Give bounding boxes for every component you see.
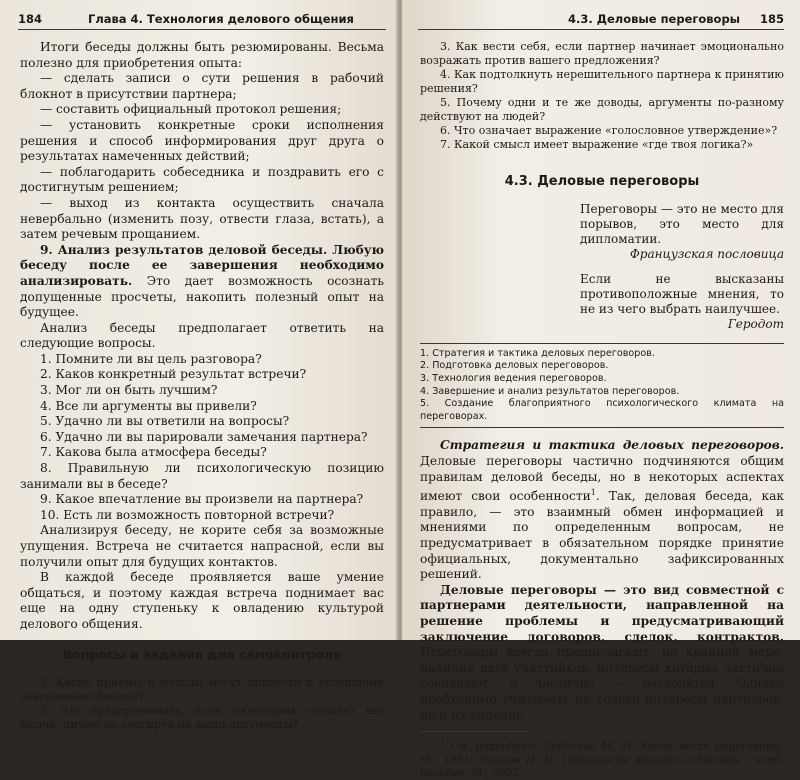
footnote-ref: 1 bbox=[590, 488, 596, 498]
topic-item: 5. Создание благоприятного психологического климата на переговорах. bbox=[420, 398, 784, 422]
right-running-head: 4.3. Деловые переговоры bbox=[568, 12, 741, 26]
question-item: 1. Помните ли вы цель разговора? bbox=[40, 351, 262, 366]
analyze-paragraph: Анализируя беседу, не корите себя за возможные упущения. Встреча не считается напрасной, если вы получили опыт для будущих контактов. bbox=[20, 523, 384, 569]
footnote-author: Леонов Н. И. bbox=[479, 753, 557, 766]
question-item: 4. Все ли аргументы вы привели? bbox=[40, 398, 257, 413]
control-question: 2. Что предпринимать, если собеседник слушает вас молча, ничем не реагируя на ваши аргументы? bbox=[20, 704, 384, 732]
question-item: 3. Мог ли он быть лучшим? bbox=[40, 383, 218, 398]
strategy-paragraph bbox=[420, 438, 784, 582]
each-paragraph: В каждой беседе проявляется ваше умение общаться, и поэтому каждая встреча поднимает вас еще на одну ступеньку к овладению культурой делового общения. bbox=[20, 570, 384, 631]
question-item: 5. Удачно ли вы ответили на вопросы? bbox=[40, 414, 290, 429]
definition-text: Переговоры всегда предполагают, по крайней мере, наличие двух участников, интересы которых частично совпадают, а частично — расходятся. Однако необходимо учитывать не только интересы партнеров, но и их видение bbox=[420, 645, 784, 722]
question-item: 7. Какова была атмосфера беседы? bbox=[40, 445, 267, 460]
footnote-author: Лебедева М. М. bbox=[542, 740, 635, 753]
footnote-text-a: См. подробнее: bbox=[445, 740, 543, 753]
control-question: 7. Какой смысл имеет выражение «где твоя логика?» bbox=[440, 138, 754, 151]
footnote-text-b: Уметь вести переговоры. М., 1991; bbox=[420, 740, 784, 766]
right-page bbox=[402, 0, 800, 779]
item9-text: Это дает возможность осознать допущенные просчеты, накопить полезный опыт на будущее. bbox=[20, 273, 384, 320]
topic-item: 4. Завершение и анализ результатов переговоров. bbox=[420, 385, 680, 397]
left-page-body bbox=[20, 40, 384, 732]
strategy-text: Деловые переговоры частично подчиняются общим правилам деловой беседы, но в некоторых аспектах имеют свои особенности bbox=[420, 453, 784, 504]
section-title: 4.3. Деловые переговоры bbox=[504, 174, 700, 189]
epigraph-source: Французская пословица bbox=[629, 246, 784, 261]
left-page-number: 184 bbox=[18, 12, 43, 26]
epigraph-source: Геродот bbox=[727, 317, 784, 332]
left-page bbox=[0, 0, 398, 732]
control-question: 3. Как вести себя, если партнер начинает эмоционально возражать против вашего предложения? bbox=[420, 40, 784, 67]
strategy-heading: Стратегия и тактика деловых переговоров. bbox=[440, 438, 784, 453]
left-page-header bbox=[18, 8, 386, 30]
strategy-text-2: . Так, деловая беседа, как правило, — это взаимный обмен информацией и мнениями по определенным вопросам, не предусматривает в обязательном порядке принятие официальных, документально зафиксированных решений. bbox=[420, 489, 785, 582]
question-item: 2. Каков конкретный результат встречи? bbox=[40, 367, 307, 382]
item9-bold-rest: Любую беседу после ее завершения необходимо анализировать. bbox=[20, 242, 384, 288]
section-topics-list bbox=[420, 343, 784, 429]
epigraph-text: Переговоры — это не место для порывов, это место для дипломатии. bbox=[580, 201, 784, 246]
question-item: 8. Правильную ли психологическую позицию занимали вы в беседе? bbox=[20, 461, 384, 491]
left-running-head: Глава 4. Технология делового общения bbox=[88, 12, 354, 26]
right-page-header bbox=[418, 8, 784, 30]
footnote-rule bbox=[420, 731, 530, 732]
item9-heading: 9. Анализ результатов деловой беседы. bbox=[40, 242, 328, 257]
dash-item: — составить официальный протокол решения; bbox=[40, 102, 342, 117]
footnote-number: 1 bbox=[440, 738, 446, 748]
question-item: 6. Удачно ли вы парировали замечания партнера? bbox=[40, 429, 368, 444]
question-item: 10. Есть ли возможность повторной встречи? bbox=[40, 507, 335, 522]
right-page-number: 185 bbox=[759, 12, 784, 26]
epigraph-text: Если не высказаны противоположные мнения, то не из чего выбрать наилучшее. bbox=[580, 272, 784, 317]
dash-item: — поблагодарить собеседника и поздравить его с достигнутым решением; bbox=[20, 164, 384, 195]
control-question: 4. Как подтолкнуть нерешительного партнера к принятию решения? bbox=[420, 68, 784, 95]
topic-item: 1. Стратегия и тактика деловых переговоров. bbox=[420, 347, 655, 359]
item9-paragraph bbox=[20, 243, 384, 321]
right-page-body bbox=[420, 40, 784, 780]
dash-item: — выход из контакта осуществить сначала невербально (изменить позу, отвести глаза, встать), а затем речевым прощанием. bbox=[20, 195, 384, 242]
topic-item: 3. Технология ведения переговоров. bbox=[420, 372, 607, 384]
question-item: 9. Какое впечатление вы произвели на партнера? bbox=[40, 492, 364, 507]
definition-paragraph bbox=[420, 583, 784, 723]
definition-bold: Деловые переговоры — это вид совместной с партнерами деятельности, направленной на решение проблемы и предусматривающий заключение договоров, сделок, контрактов. bbox=[420, 582, 784, 644]
footnote bbox=[420, 736, 784, 780]
dash-item: — установить конкретные сроки исполнения решения и способ информирования друг друга о результатах намеченных действий; bbox=[20, 117, 384, 164]
footnote-text-c: Психология делового общения : учеб. пособие. М., 2002. bbox=[420, 753, 784, 779]
control-question: 5. Почему одни и те же доводы, аргументы по-разному действуют на людей? bbox=[420, 96, 784, 123]
topic-item: 2. Подготовка деловых переговоров. bbox=[420, 360, 609, 372]
analysis-intro: Анализ беседы предполагает ответить на следующие вопросы. bbox=[20, 320, 384, 351]
control-question: 1. Какие приемы и методы могут привести к успешному завершению беседы? bbox=[20, 676, 384, 704]
dash-item: — сделать записи о сути решения в рабочий блокнот в присутствии партнера; bbox=[20, 71, 384, 101]
self-control-heading: Вопросы и задания для самоконтроля bbox=[62, 646, 342, 662]
control-question: 6. Что означает выражение «голословное утверждение»? bbox=[440, 124, 778, 137]
summary-paragraph: Итоги беседы должны быть резюмированы. Весьма полезно для приобретения опыта: bbox=[20, 40, 384, 70]
